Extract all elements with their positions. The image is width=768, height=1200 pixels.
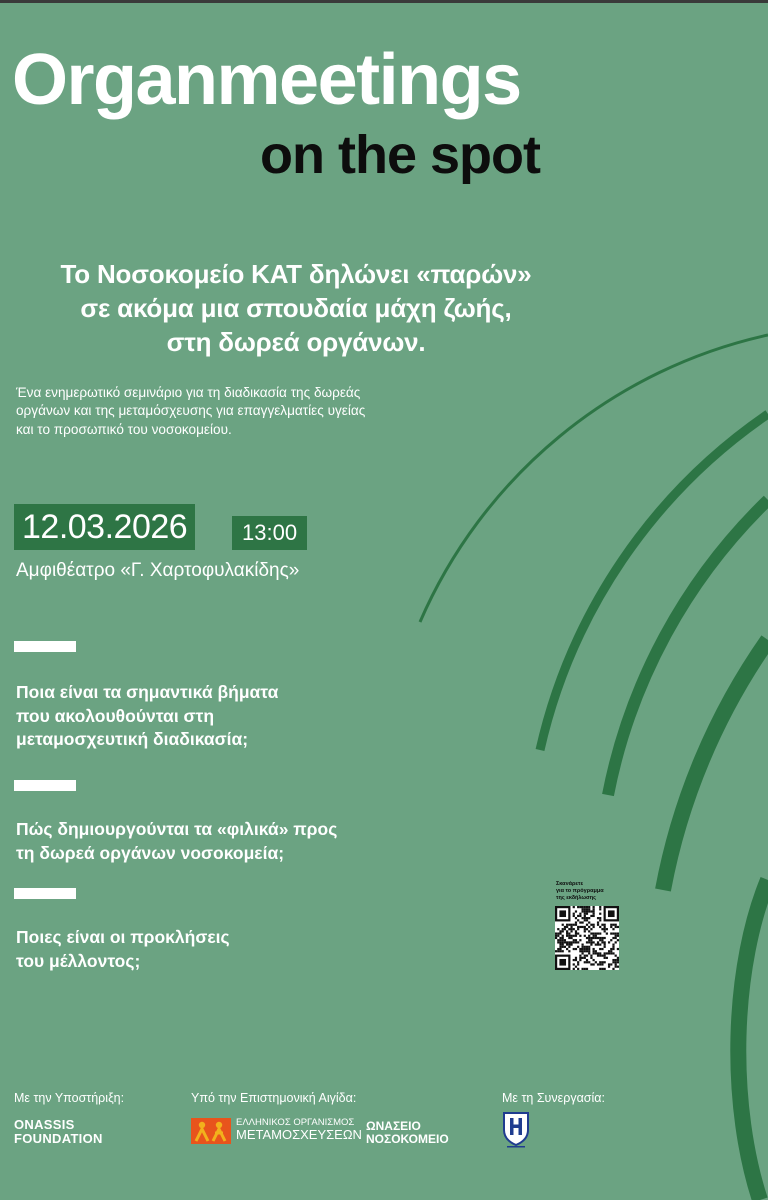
headline-line-3: στη δωρεά οργάνων. xyxy=(166,326,426,357)
qr-caption-line-3: της εκδήλωσης xyxy=(556,895,597,902)
intro-text xyxy=(16,384,476,439)
intro-line-2: οργάνων και της μεταμόσχευσης για επαγγελματίες υγείας xyxy=(16,403,366,419)
question-3-line-2: του μέλλοντος; xyxy=(16,950,141,971)
divider-bar-2 xyxy=(14,780,76,791)
question-1-line-3: μεταμοσχευτική διαδικασία; xyxy=(16,729,249,750)
event-venue: Αμφιθέατρο «Γ. Χαρτοφυλακίδης» xyxy=(16,560,300,581)
question-1-line-2: που ακολουθούνται στη xyxy=(16,705,215,726)
event-date: 12.03.2026 xyxy=(14,504,195,550)
onassis-logo-line-2: FOUNDATION xyxy=(14,1130,103,1146)
partner-label: Με τη Συνεργασία: xyxy=(502,1091,605,1105)
qr-caption-line-1: Σκανάρετε xyxy=(556,881,584,887)
headline-line-2: σε ακόμα μια σπουδαία μάχη ζωής, xyxy=(80,292,512,323)
headline xyxy=(16,258,576,359)
question-2 xyxy=(16,818,396,865)
arc-3 xyxy=(663,640,768,890)
qr-caption xyxy=(556,881,636,902)
headline-line-1: Το Νοσοκομείο ΚΑΤ δηλώνει «παρών» xyxy=(60,259,532,289)
arc-thin xyxy=(420,335,768,622)
question-1-line-1: Ποια είναι τα σημαντικά βήματα xyxy=(16,682,279,702)
question-2-line-1: Πώς δημιουργούνται τα «φιλικά» προς xyxy=(16,819,338,839)
question-2-line-2: τη δωρεά οργάνων νοσοκομεία; xyxy=(16,842,285,863)
scientific-label: Υπό την Επιστημονική Αιγίδα: xyxy=(191,1091,357,1105)
eom-line-1: ΕΛΛΗΝΙΚΟΣ ΟΡΓΑΝΙΣΜΟΣ xyxy=(236,1117,355,1128)
eom-logo-text xyxy=(236,1118,362,1143)
support-label: Με την Υποστήριξη: xyxy=(14,1091,125,1105)
event-title: Organmeetings xyxy=(12,40,521,120)
arc-circle xyxy=(738,880,768,1200)
qr-code[interactable] xyxy=(555,906,619,970)
eom-line-2: ΜΕΤΑΜΟΣΧΕΥΣΕΩΝ xyxy=(236,1127,362,1143)
hospital-crest-icon xyxy=(501,1110,531,1148)
hospital-logo-line-2: ΝΟΣΟΚΟΜΕΙΟ xyxy=(366,1132,449,1147)
question-1 xyxy=(16,681,396,752)
divider-bar-3 xyxy=(14,888,76,899)
intro-line-1: Ένα ενημερωτικό σεμινάριο για τη διαδικασία της δωρεάς xyxy=(16,385,361,400)
intro-line-3: και το προσωπικό του νοσοκομείου. xyxy=(16,421,232,437)
qr-caption-line-2: για το πρόγραμμα xyxy=(556,888,604,895)
hospital-logo-line-1: ΩΝΑΣΕΙΟ xyxy=(366,1119,421,1133)
divider-bar-1 xyxy=(14,641,76,652)
onassis-logo-line-1: ONASSIS xyxy=(14,1117,75,1132)
event-time: 13:00 xyxy=(232,516,307,550)
question-3 xyxy=(16,926,396,973)
question-3-line-1: Ποιες είναι οι προκλήσεις xyxy=(16,927,230,947)
onassis-foundation-logo xyxy=(14,1118,103,1145)
eom-logo-icon xyxy=(191,1118,231,1144)
onassis-hospital-logo xyxy=(366,1120,449,1146)
event-subtitle: on the spot xyxy=(260,125,540,185)
